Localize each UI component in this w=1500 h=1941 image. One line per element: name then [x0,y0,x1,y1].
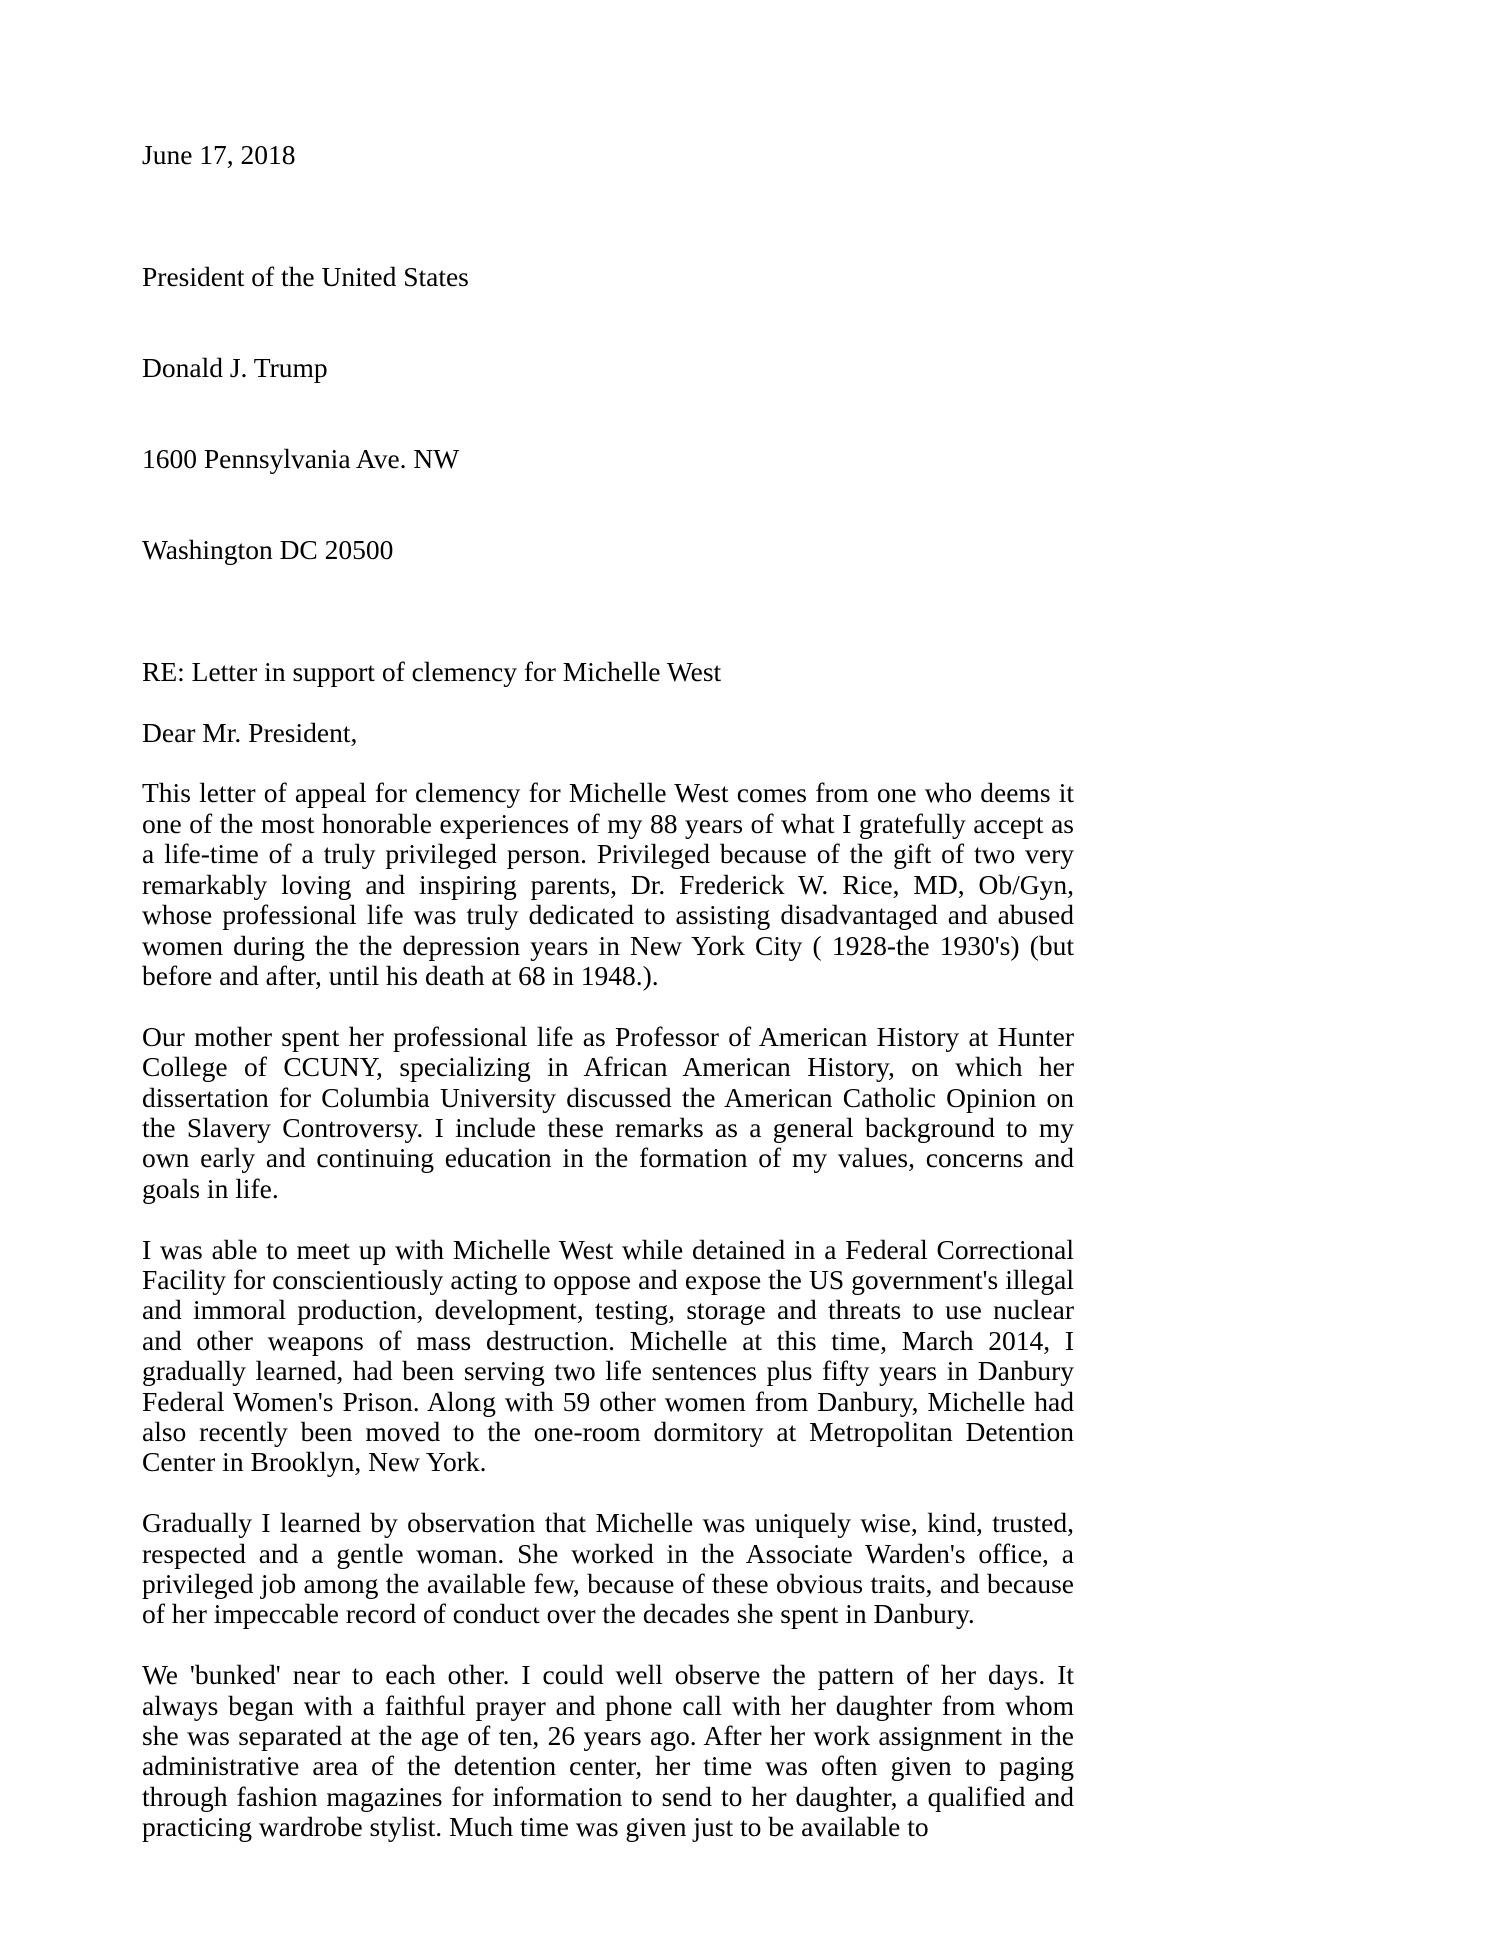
spacer-after-date [142,170,1074,200]
letter-date: June 17, 2018 [142,139,296,170]
body-paragraph: We 'bunked' near to each other. I could well observe the pattern of her days. It always began with a faithful prayer and phone call with her daughter from whom she was separated at the age of ten, 26 years ago. After her work assignment in the administrative area of the detention center, her time was often given to paging through fashion magazines for information to send to her daughter, a qualified and practicing wardrobe stylist. Much time was given just to be available to [142,1659,1074,1843]
spacer-after-address [142,626,1074,656]
subject-line: RE: Letter in support of clemency for Michelle West [142,655,722,687]
salutation: Dear Mr. President, [142,716,358,748]
paragraph-spacer [142,991,1074,1021]
recipient-city-state-zip: Washington DC 20500 [142,534,394,566]
spacer-after-salutation [142,748,1074,778]
recipient-title: President of the United States [142,260,469,292]
letter-body [142,140,1074,1843]
paragraph-spacer [142,1478,1074,1508]
recipient-street: 1600 Pennsylvania Ave. NW [142,443,460,475]
body-paragraph: Our mother spent her professional life as Professor of American History at Hunter College of CCUNY, specializing in African American History, on which her dissertation for Columbia University discussed the American Catholic Opinion on the Slavery Controversy. I include these remarks as a general background to my own early and continuing education in the formation of my values, concerns and goals in life. [142,1020,1074,1204]
recipient-name: Donald J. Trump [142,351,328,383]
paragraph-spacer [142,1204,1074,1234]
recipient-block [142,201,1074,627]
body-paragraph: This letter of appeal for clemency for Michelle West comes from one who deems it one of the most honorable experiences of my 88 years of what I gratefully accept as a life-time of a truly privileged person. Privileged because of the gift of two very remarkably loving and inspiring parents, Dr. Frederick W. Rice, MD, Ob/Gyn, whose professional life was truly dedicated to assisting disadvantaged and abused women during the the depression years in New York City ( 1928-the 1930's) (but before and after, until his death at 68 in 1948.). [142,777,1074,991]
body-paragraph: Gradually I learned by observation that Michelle was uniquely wise, kind, trusted, respected and a gentle woman. She worked in the Associate Warden's office, a privileged job among the available few, because of these obvious traits, and because of her impeccable record of conduct over the decades she spent in Danbury. [142,1507,1074,1630]
spacer-after-subject [142,687,1074,717]
paragraph-spacer [142,1630,1074,1660]
body-paragraph: I was able to meet up with Michelle West while detained in a Federal Correctional Facility for conscientiously acting to oppose and expose the US government's illegal and immoral production, development, testing, storage and threats to use nuclear and other weapons of mass destruction. Michelle at this time, March 2014, I gradually learned, had been serving two life sentences plus fifty years in Danbury Federal Women's Prison. Along with 59 other women from Danbury, Michelle had also recently been moved to the one-room dormitory at Metropolitan Detention Center in Brooklyn, New York. [142,1233,1074,1478]
